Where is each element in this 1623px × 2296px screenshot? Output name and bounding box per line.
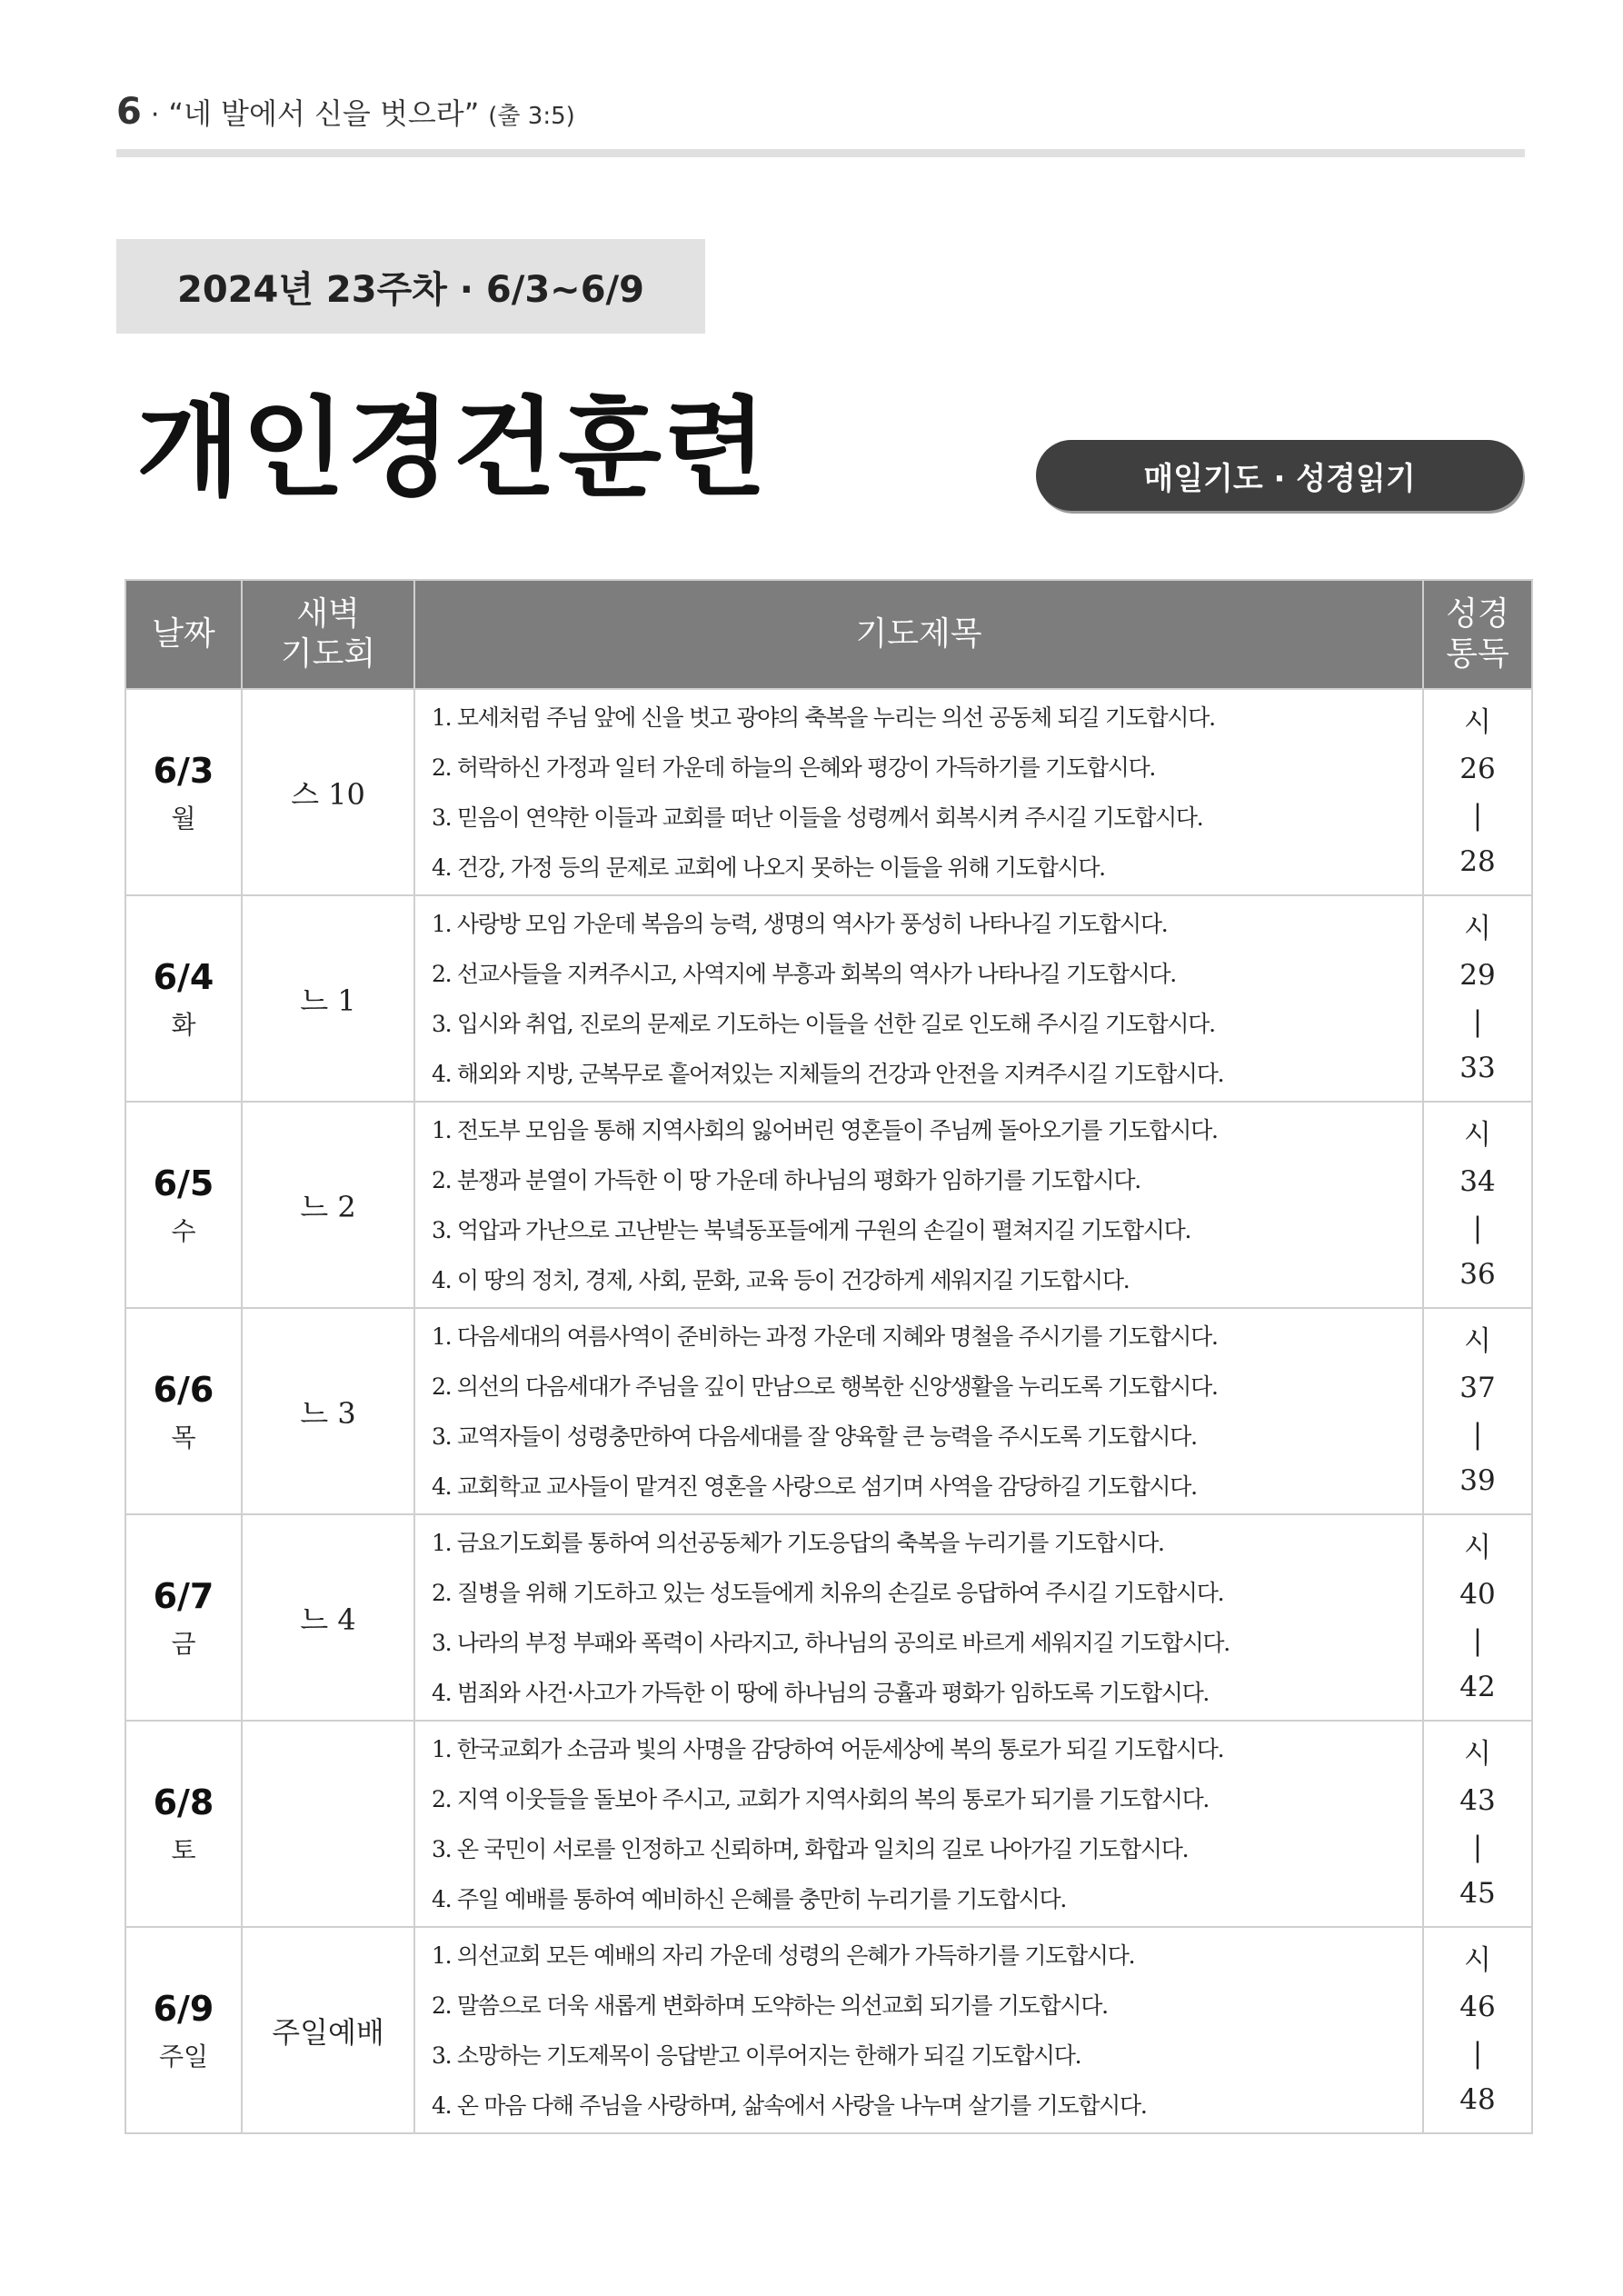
prayer-item: 1. 금요기도회를 통하여 의선공동체가 기도응답의 축복을 누리기를 기도합시다. xyxy=(432,1529,1164,1556)
bible-reading-part: 46 xyxy=(1459,1990,1496,2023)
date-cell xyxy=(125,1308,242,1514)
header-dawn-line1: 새벽 xyxy=(296,595,360,633)
table-row xyxy=(125,895,1532,1102)
dawn-prayer-cell xyxy=(242,1721,414,1927)
bible-reading-part: 42 xyxy=(1459,1670,1496,1703)
bible-reading-cell xyxy=(1423,689,1532,895)
prayer-item: 3. 소망하는 기도제목이 응답받고 이루어지는 한해가 되길 기도합시다. xyxy=(432,2041,1081,2069)
header-dawn-line2: 기도회 xyxy=(280,635,376,673)
prayer-item: 4. 건강, 가정 등의 문제로 교회에 나오지 못하는 이들을 위해 기도합시다. xyxy=(432,854,1105,881)
bible-reading-part: 34 xyxy=(1459,1164,1496,1198)
running-head xyxy=(116,91,575,136)
date-value: 6/5 xyxy=(153,1163,214,1203)
prayer-item: 1. 다음세대의 여름사역이 준비하는 과정 가운데 지혜와 명철을 주시기를 기도합시다. xyxy=(432,1323,1218,1350)
page-number: 6 xyxy=(116,91,142,133)
prayer-item: 2. 분쟁과 분열이 가득한 이 땅 가운데 하나님의 평화가 임하기를 기도합시다. xyxy=(432,1166,1140,1193)
bible-reading-part: 시 xyxy=(1464,1943,1491,1977)
dawn-prayer-passage: 느 1 xyxy=(300,983,356,1018)
dawn-prayer-cell xyxy=(242,1927,414,2133)
table-row xyxy=(125,689,1532,895)
bible-reading xyxy=(1424,1113,1531,1298)
date-value: 6/4 xyxy=(153,956,214,997)
prayer-item: 3. 입시와 취업, 진로의 문제로 기도하는 이들을 선한 길로 인도해 주시길 기도합시다. xyxy=(432,1010,1215,1037)
dawn-prayer-passage: 주일예배 xyxy=(272,2014,384,2050)
bible-reading xyxy=(1424,906,1531,1092)
prayer-topics-cell xyxy=(414,1721,1423,1927)
header-prayer-topics: 기도제목 xyxy=(414,580,1423,689)
prayer-item: 2. 질병을 위해 기도하고 있는 성도들에게 치유의 손길로 응답하여 주시길 기도합시다. xyxy=(432,1579,1224,1606)
weekday: 화 xyxy=(171,1009,196,1040)
header-dawn-prayer xyxy=(242,580,414,689)
header-date: 날짜 xyxy=(125,580,242,689)
table-row xyxy=(125,1927,1532,2133)
bible-reading-cell xyxy=(1423,1721,1532,1927)
bible-reading-cell xyxy=(1423,895,1532,1102)
bible-reading-part: 시 xyxy=(1464,912,1491,945)
table-row xyxy=(125,1308,1532,1514)
date-cell xyxy=(125,689,242,895)
section-tag: 매일기도 · 성경읽기 xyxy=(1036,440,1523,511)
date-cell xyxy=(125,1102,242,1308)
bible-reading-part: | xyxy=(1472,1623,1483,1657)
date-value: 6/6 xyxy=(153,1369,214,1410)
bible-reading-part: 26 xyxy=(1459,752,1496,785)
prayer-item: 1. 의선교회 모든 예배의 자리 가운데 성령의 은혜가 가득하기를 기도합시다. xyxy=(432,1942,1135,1969)
dawn-prayer-passage: 스 10 xyxy=(291,776,365,812)
prayer-item: 1. 전도부 모임을 통해 지역사회의 잃어버린 영혼들이 주님께 돌아오기를 기도합시다. xyxy=(432,1116,1218,1143)
bible-reading-part: 시 xyxy=(1464,1324,1491,1358)
bible-reading xyxy=(1424,1319,1531,1504)
date-value: 6/9 xyxy=(153,1988,214,2029)
prayer-topics-cell xyxy=(414,689,1423,895)
weekday: 주일 xyxy=(158,2041,209,2071)
dawn-prayer-cell xyxy=(242,1102,414,1308)
dawn-prayer-passage: 느 4 xyxy=(300,1602,356,1637)
bible-reading-cell xyxy=(1423,1308,1532,1514)
date-cell xyxy=(125,1514,242,1721)
bible-reading-part: 33 xyxy=(1459,1051,1496,1084)
bible-reading-part: | xyxy=(1472,1417,1483,1451)
bible-reading-part: | xyxy=(1472,1211,1483,1244)
prayer-topics-cell xyxy=(414,1514,1423,1721)
bible-reading-part: 28 xyxy=(1459,844,1496,878)
bible-reading-part: 45 xyxy=(1459,1876,1496,1910)
bible-reading-part: 40 xyxy=(1459,1577,1496,1611)
header-bible-reading xyxy=(1423,580,1532,689)
bible-reading xyxy=(1424,1525,1531,1711)
bible-reading-part: | xyxy=(1472,1830,1483,1863)
weekday: 목 xyxy=(171,1422,196,1452)
weekday: 토 xyxy=(171,1834,196,1865)
header-bible-line2: 통독 xyxy=(1446,635,1509,673)
header-divider xyxy=(116,149,1525,157)
prayer-item: 1. 모세처럼 주님 앞에 신을 벗고 광야의 축복을 누리는 의선 공동체 되길 기도합시다. xyxy=(432,704,1215,731)
prayer-item: 3. 나라의 부정 부패와 폭력이 사라지고, 하나님의 공의로 바르게 세워지길 기도합시다. xyxy=(432,1629,1230,1656)
date-value: 6/8 xyxy=(153,1782,214,1822)
dawn-prayer-passage: 느 3 xyxy=(300,1395,356,1431)
prayer-item: 4. 주일 예배를 통하여 예비하신 은혜를 충만히 누리기를 기도합시다. xyxy=(432,1885,1067,1912)
bible-reading xyxy=(1424,1732,1531,1917)
prayer-item: 2. 말씀으로 더욱 새롭게 변화하며 도약하는 의선교회 되기를 기도합시다. xyxy=(432,1992,1108,2019)
bible-reading-part: 시 xyxy=(1464,1737,1491,1771)
prayer-item: 1. 사랑방 모임 가운데 복음의 능력, 생명의 역사가 풍성히 나타나길 기도합시다. xyxy=(432,910,1168,937)
bible-reading-part: 43 xyxy=(1459,1783,1496,1817)
running-head-title: “네 발에서 신을 벗으라” xyxy=(168,96,480,131)
weekday: 수 xyxy=(171,1215,196,1246)
weekday: 금 xyxy=(171,1628,196,1659)
prayer-topics-cell xyxy=(414,1102,1423,1308)
bible-reading-part: 시 xyxy=(1464,1531,1491,1564)
prayer-item: 4. 온 마음 다해 주님을 사랑하며, 삶속에서 사랑을 나누며 살기를 기도합시다. xyxy=(432,2091,1147,2119)
prayer-schedule-table xyxy=(124,579,1533,2134)
date-value: 6/7 xyxy=(153,1575,214,1616)
bible-reading-part: 36 xyxy=(1459,1257,1496,1291)
prayer-item: 4. 범죄와 사건·사고가 가득한 이 땅에 하나님의 긍휼과 평화가 임하도록 기도합시다. xyxy=(432,1679,1210,1706)
week-label: 2024년 23주차 · 6/3~6/9 xyxy=(116,239,705,334)
prayer-item: 3. 온 국민이 서로를 인정하고 신뢰하며, 화합과 일치의 길로 나아가길 기도합시다. xyxy=(432,1835,1189,1862)
page-title: 개인경건훈련 xyxy=(136,385,769,511)
prayer-item: 2. 선교사들을 지켜주시고, 사역지에 부흥과 회복의 역사가 나타나길 기도합시다. xyxy=(432,960,1176,987)
prayer-item: 3. 교역자들이 성령충만하여 다음세대를 잘 양육할 큰 능력을 주시도록 기도합시다. xyxy=(432,1423,1197,1450)
bible-reading-part: | xyxy=(1472,798,1483,832)
prayer-topics-cell xyxy=(414,895,1423,1102)
table-header-row xyxy=(125,580,1532,689)
dawn-prayer-cell xyxy=(242,1308,414,1514)
weekday: 월 xyxy=(171,803,196,834)
dawn-prayer-cell xyxy=(242,895,414,1102)
bible-reading xyxy=(1424,700,1531,885)
date-cell xyxy=(125,895,242,1102)
prayer-item: 2. 허락하신 가정과 일터 가운데 하늘의 은혜와 평강이 가득하기를 기도합시다. xyxy=(432,754,1156,781)
bible-reading-part: | xyxy=(1472,1004,1483,1038)
bible-reading-part: 48 xyxy=(1459,2082,1496,2116)
bible-reading xyxy=(1424,1938,1531,2123)
bible-reading-cell xyxy=(1423,1102,1532,1308)
bible-reading-part: 시 xyxy=(1464,705,1491,739)
date-cell xyxy=(125,1927,242,2133)
header-bible-line1: 성경 xyxy=(1446,595,1509,633)
bible-reading-part: 39 xyxy=(1459,1463,1496,1497)
table-row xyxy=(125,1102,1532,1308)
bible-reading-part: 37 xyxy=(1459,1371,1496,1404)
prayer-item: 3. 믿음이 연약한 이들과 교회를 떠난 이들을 성령께서 회복시켜 주시길 기도합시다. xyxy=(432,804,1203,831)
running-head-dot: · xyxy=(150,99,160,131)
date-value: 6/3 xyxy=(153,750,214,791)
prayer-topics-cell xyxy=(414,1927,1423,2133)
prayer-item: 2. 지역 이웃들을 돌보아 주시고, 교회가 지역사회의 복의 통로가 되기를 기도합시다. xyxy=(432,1785,1210,1812)
prayer-item: 2. 의선의 다음세대가 주님을 깊이 만남으로 행복한 신앙생활을 누리도록 기도합시다. xyxy=(432,1373,1218,1400)
dawn-prayer-cell xyxy=(242,1514,414,1721)
prayer-item: 4. 교회학교 교사들이 맡겨진 영혼을 사랑으로 섬기며 사역을 감당하길 기도합시다. xyxy=(432,1472,1197,1500)
bible-reading-part: 29 xyxy=(1459,958,1496,992)
prayer-item: 4. 이 땅의 정치, 경제, 사회, 문화, 교육 등이 건강하게 세워지길 기도합시다. xyxy=(432,1266,1130,1293)
bible-reading-part: | xyxy=(1472,2036,1483,2070)
prayer-topics-cell xyxy=(414,1308,1423,1514)
date-cell xyxy=(125,1721,242,1927)
prayer-item: 3. 억압과 가난으로 고난받는 북녘동포들에게 구원의 손길이 펼쳐지길 기도합시다. xyxy=(432,1216,1191,1243)
table-row xyxy=(125,1721,1532,1927)
table-row xyxy=(125,1514,1532,1721)
bible-reading-part: 시 xyxy=(1464,1118,1491,1152)
prayer-item: 4. 해외와 지방, 군복무로 흩어져있는 지체들의 건강과 안전을 지켜주시길 기도합시다. xyxy=(432,1060,1224,1087)
dawn-prayer-passage: 느 2 xyxy=(300,1189,356,1224)
bible-reading-cell xyxy=(1423,1514,1532,1721)
running-head-reference: (출 3:5) xyxy=(488,103,575,130)
bible-reading-cell xyxy=(1423,1927,1532,2133)
dawn-prayer-cell xyxy=(242,689,414,895)
prayer-item: 1. 한국교회가 소금과 빛의 사명을 감당하여 어둔세상에 복의 통로가 되길 기도합시다. xyxy=(432,1735,1224,1762)
